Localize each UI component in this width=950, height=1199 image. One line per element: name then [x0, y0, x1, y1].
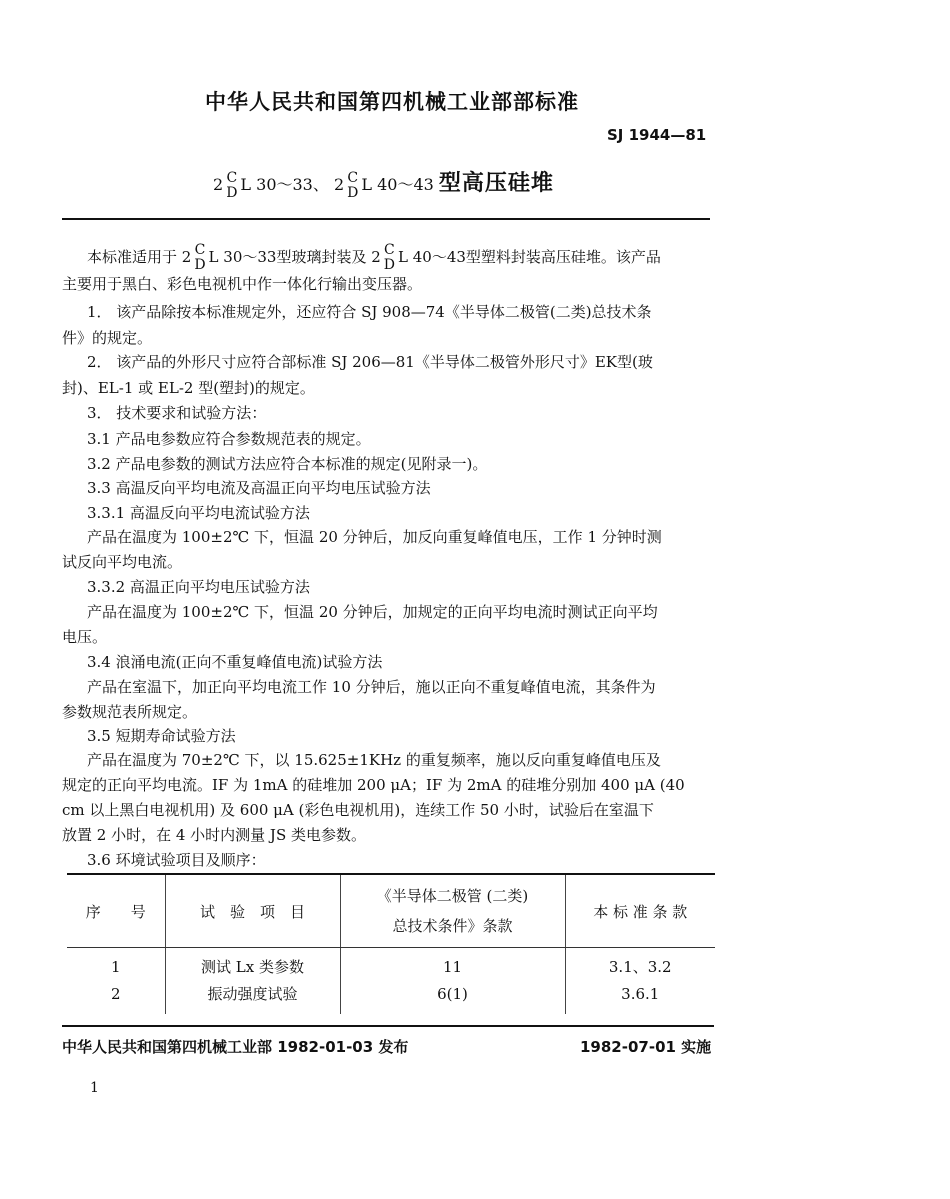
intro-cd-stack-2: C D: [383, 242, 395, 273]
section-heading: 3.6 环境试验项目及顺序：: [87, 851, 266, 869]
cell-ref: 6(1): [340, 980, 565, 1014]
title-prefix-2: 2: [333, 175, 345, 194]
table-row: [67, 948, 715, 981]
section-heading: 3.3 高温反向平均电流及高温正向平均电压试验方法: [87, 479, 431, 497]
document-title: [213, 166, 554, 201]
body-line: 产品在温度为 100±2℃ 下，恒温 20 分钟后，加反向重复峰值电压，工作 1 分钟时测: [87, 528, 662, 546]
table-header-row: [67, 874, 715, 948]
title-model-2: L 40～43: [361, 175, 434, 194]
header-seq: 序 号: [67, 874, 165, 948]
footer-effective: 1982-07-01 实施: [580, 1038, 712, 1056]
section-heading: 3.3.2 高温正向平均电压试验方法: [87, 578, 310, 596]
cell-ref: 11: [340, 948, 565, 981]
header-item: 试 验 项 目: [165, 874, 340, 948]
header-ref: 《半导体二极管 (二类) 总技术条件》条款: [340, 874, 565, 948]
section-heading: 3.5 短期寿命试验方法: [87, 727, 236, 745]
title-prefix-1: 2: [213, 175, 224, 194]
cell-seq: 1: [67, 948, 165, 981]
section-heading: 3.3.1 高温反向平均电流试验方法: [87, 504, 310, 522]
title-cd-stack-1: C D: [226, 169, 238, 201]
section-heading: 3.4 浪涌电流(正向不重复峰值电流)试验方法: [87, 653, 383, 671]
header-clause: 本 标 准 条 款: [565, 874, 715, 948]
cell-item: 测试 Lx 类参数: [165, 948, 340, 981]
cell-clause: 3.6.1: [621, 984, 660, 1003]
cell-seq: 2: [67, 980, 165, 1014]
title-model-1: L 30～33、: [240, 175, 329, 194]
body-line: 3.2 产品电参数的测试方法应符合本标准的规定(见附录一)。: [87, 455, 488, 473]
body-line: 1． 该产品除按本标准规定外，还应符合 SJ 908—74《半导体二极管(二类)总技术条: [87, 303, 652, 321]
intro-paragraph-line-2: 主要用于黑白、彩色电视机中作一体化行输出变压器。: [62, 275, 423, 293]
table-row: [67, 980, 715, 1014]
body-line: 2． 该产品的外形尺寸应符合部标准 SJ 206—81《半导体二极管外形尺寸》EK型(玻: [87, 353, 653, 371]
page-number: 1: [90, 1080, 99, 1096]
body-line: 规定的正向平均电流。IF 为 1mA 的硅堆加 200 μA；IF 为 2mA 的硅堆分别加 400 μA (40: [62, 776, 685, 794]
intro-paragraph: 本标准适用于 2 C D L 30～33型玻璃封装及 2 C D L 40～43型塑料封装高压硅堆。该产品: [87, 242, 661, 273]
body-line: 放置 2 小时，在 4 小时内测量 JS 类电参数。: [62, 826, 366, 844]
body-line: cm 以上黑白电视机用) 及 600 μA (彩色电视机用)，连续工作 50 小时，试验后在室温下: [62, 801, 654, 819]
org-header: 中华人民共和国第四机械工业部部标准: [205, 90, 579, 114]
body-line: 产品在温度为 70±2℃ 下，以 15.625±1KHz 的重复频率，施以反向重复峰值电压及: [87, 751, 661, 769]
bottom-rule: [62, 1025, 714, 1027]
body-line: 产品在室温下，加正向平均电流工作 10 分钟后，施以正向不重复峰值电流，其条件为: [87, 678, 656, 696]
standard-code: SJ 1944—81: [607, 126, 707, 144]
cell-item: 振动强度试验: [165, 980, 340, 1014]
body-line: 产品在温度为 100±2℃ 下，恒温 20 分钟后，加规定的正向平均电流时测试正向平均: [87, 603, 658, 621]
title-main: 型高压硅堆: [438, 171, 554, 196]
body-line: 试反向平均电流。: [62, 553, 183, 571]
title-cd-stack-2: C D: [347, 169, 359, 201]
top-rule: [62, 218, 710, 220]
body-line: 3.1 产品电参数应符合参数规范表的规定。: [87, 430, 371, 448]
section-heading: 3． 技术要求和试验方法：: [87, 404, 267, 422]
environmental-test-table: [67, 873, 715, 1014]
body-line: 封)、EL-1 或 EL-2 型(塑封)的规定。: [62, 379, 315, 397]
body-line: 件》的规定。: [62, 329, 153, 347]
cell-clause: 3.1、3.2: [608, 958, 672, 976]
footer-issued: 中华人民共和国第四机械工业部 1982-01-03 发布: [62, 1038, 409, 1056]
body-line: 参数规范表所规定。: [62, 703, 198, 721]
intro-cd-stack-1: C D: [194, 242, 206, 273]
body-line: 电压。: [62, 628, 108, 646]
